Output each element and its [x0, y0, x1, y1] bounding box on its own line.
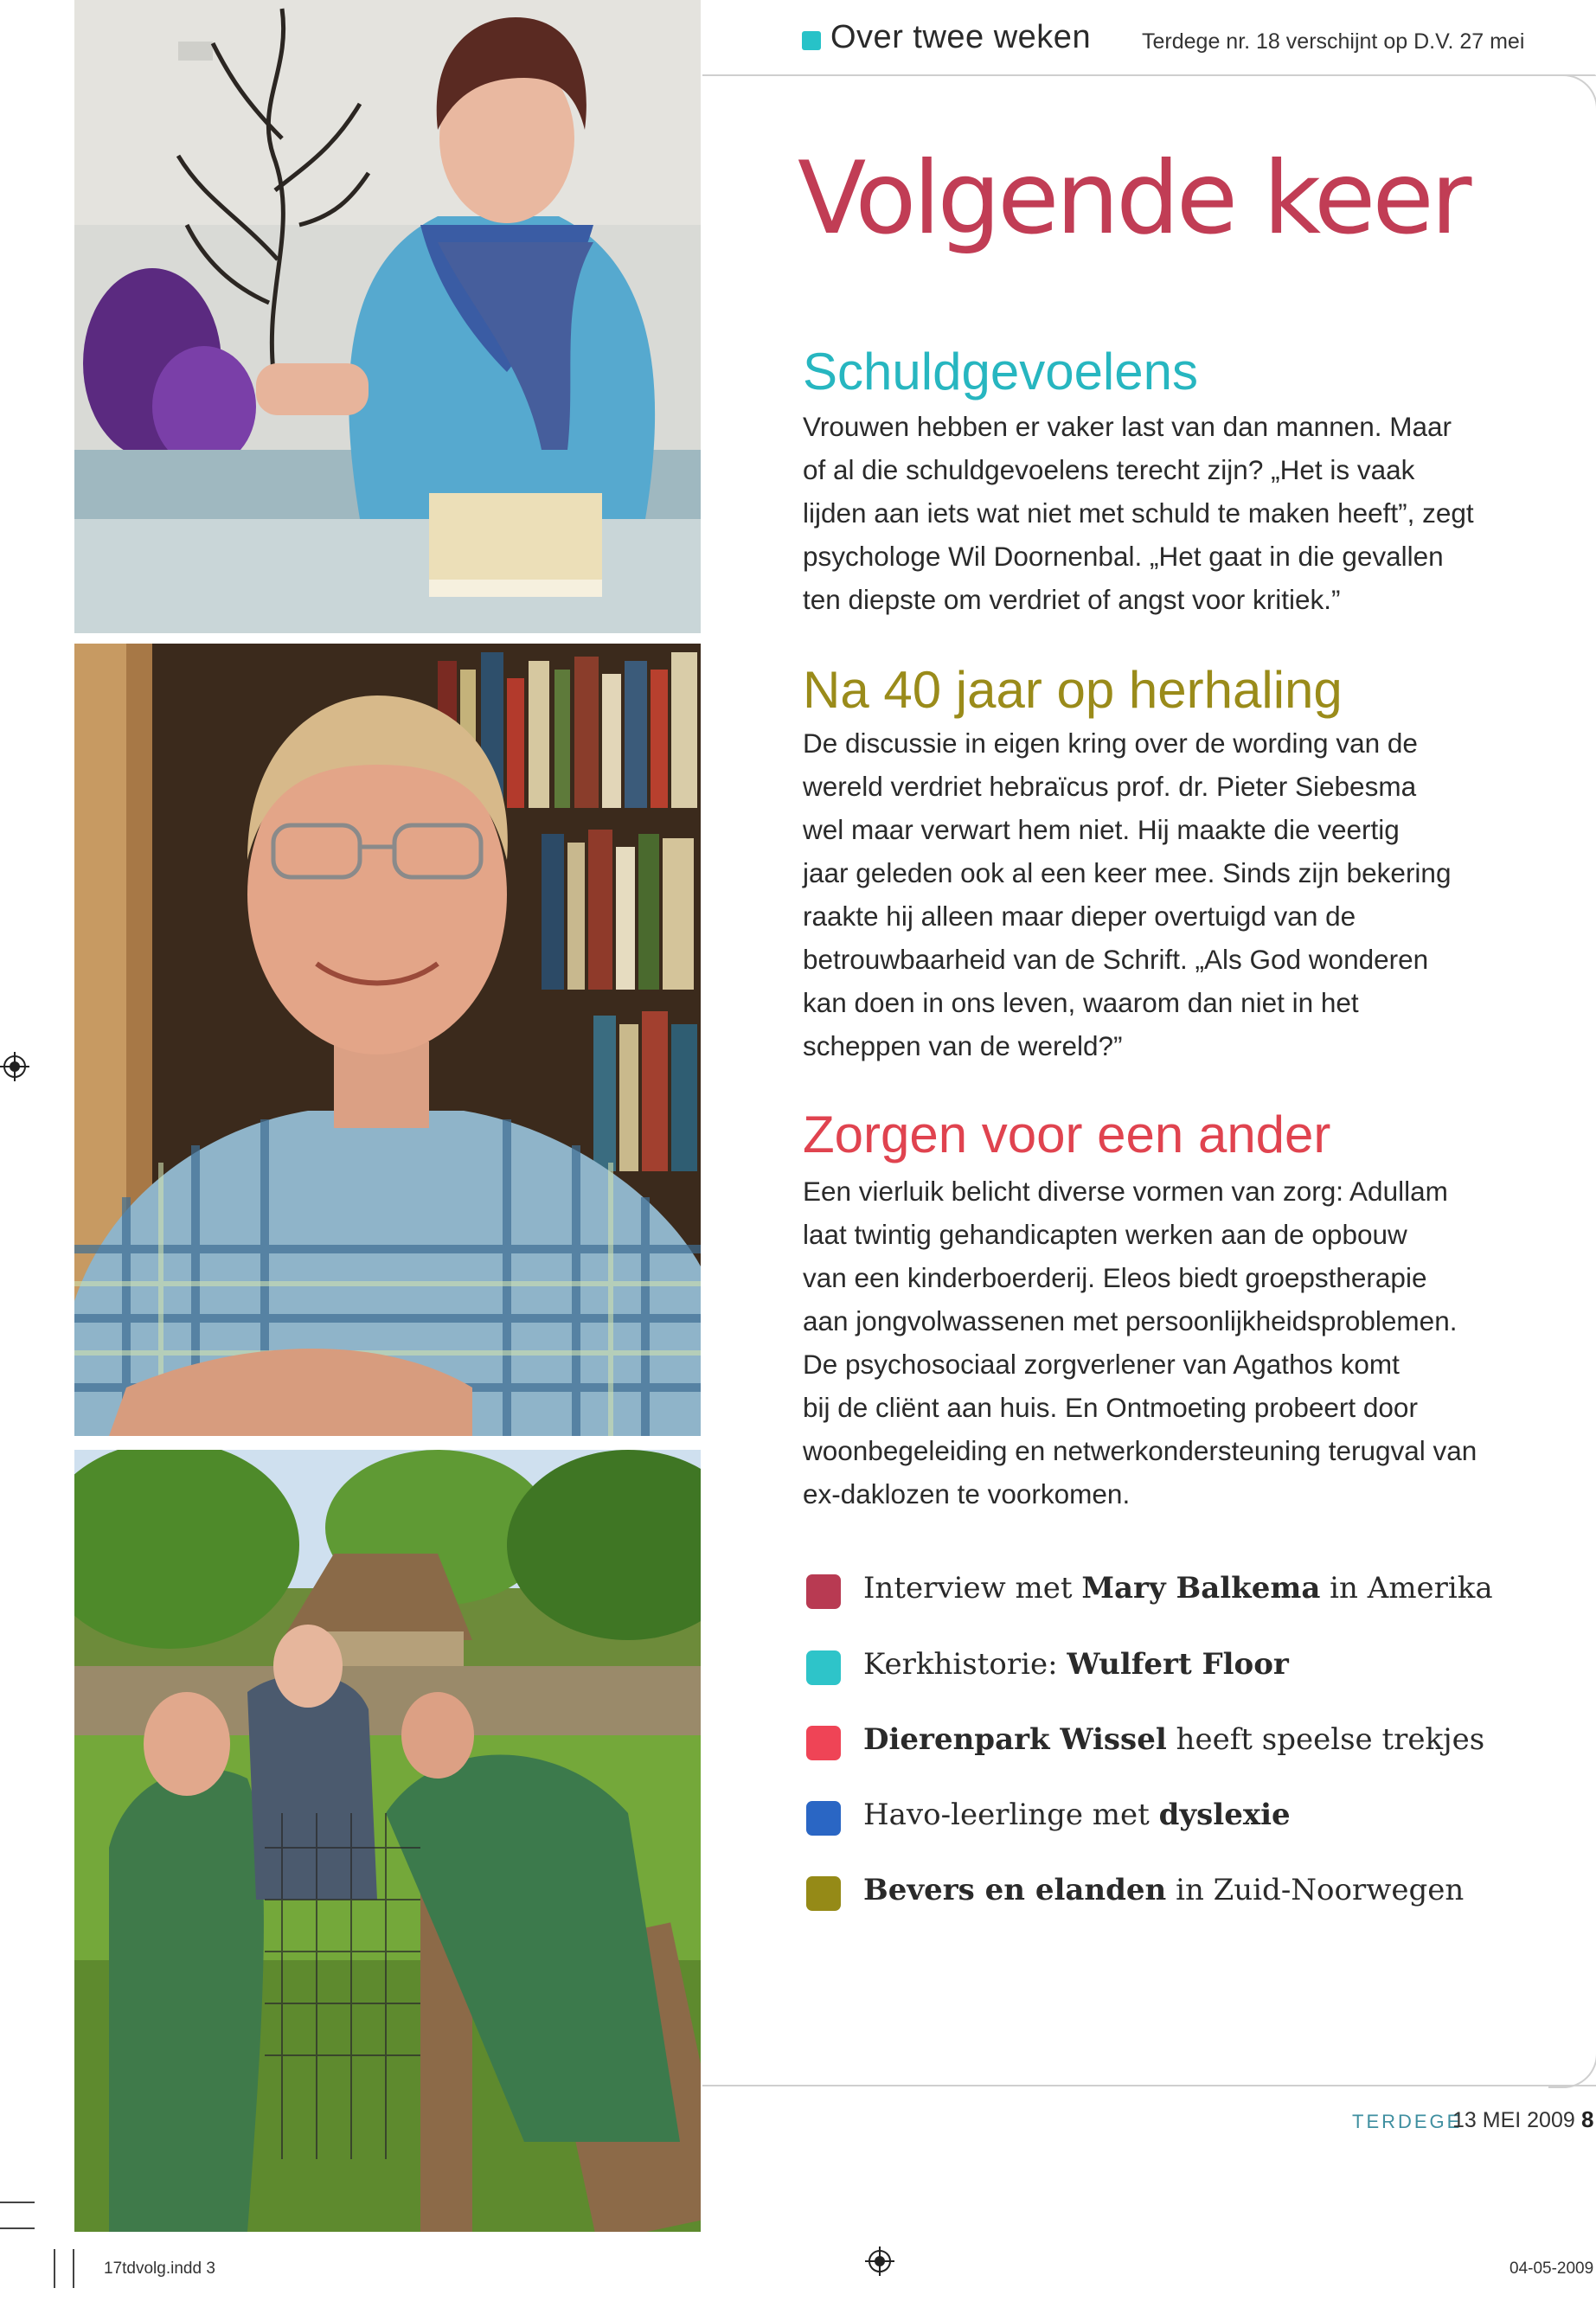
slug-date: 04-05-2009 — [1509, 2259, 1594, 2278]
page-number: 8 — [1581, 2106, 1594, 2132]
header-subtitle: Terdege nr. 18 verschijnt op D.V. 27 mei — [1142, 29, 1525, 54]
registration-mark-icon — [865, 2247, 894, 2276]
header-rule-corner — [1548, 74, 1596, 124]
slug-filename: 17tdvolg.indd 3 — [104, 2259, 215, 2278]
teaser-text: Interview met Mary Balkema in Amerika — [863, 1571, 1493, 1606]
crop-mark — [73, 2249, 74, 2288]
teaser-bullet-square — [806, 1650, 841, 1685]
section-heading-zorgen: Zorgen voor een ander — [803, 1106, 1331, 1163]
photo-farm-workers — [74, 1450, 701, 2232]
footer-date: 13 MEI 2009 — [1452, 2108, 1575, 2132]
teaser-text: Bevers en elanden in Zuid-Noorwegen — [863, 1873, 1465, 1907]
teaser-bullet-square — [806, 1801, 841, 1836]
teaser-text: Havo-leerlinge met dyslexie — [863, 1798, 1291, 1832]
header-bullet-square — [802, 31, 821, 50]
header-title: Over twee weken — [830, 19, 1092, 55]
page-title: Volgende keer — [798, 140, 1469, 257]
section-body-zorgen: Een vierluik belicht diverse vormen van zorg: Adullam laat twintig gehandicapten werken aan de opbouw van een kinderboerderij. Eleos biedt groepstherapie aan jongvolwassenen met persoonlijkheidsproblemen. De psychosociaal zorgverlener van Agathos komt bij de cliënt aan huis. En Ontmoeting probeert door woonbegeleiding en netwerkondersteuning terugval van ex-daklozen te voorkomen. — [803, 1176, 1477, 1509]
teaser-bullet-square — [806, 1726, 841, 1760]
section-heading-schuldgevoelens: Schuldgevoelens — [803, 343, 1199, 401]
crop-mark — [0, 2227, 35, 2229]
photo-man-with-bookshelf — [74, 644, 701, 1436]
teaser-bullet-square — [806, 1574, 841, 1609]
crop-mark — [0, 2202, 35, 2203]
footer-rule — [702, 2085, 1596, 2086]
section-body-schuldgevoelens: Vrouwen hebben er vaker last van dan mannen. Maar of al die schuldgevoelens terecht zijn? „Het is vaak lijden aan iets wat niet met schuld te maken heeft”, zegt psychologe Wil Doornenbal. „Het gaat in die gevallen ten diepste om verdriet of angst voor kritiek.” — [803, 411, 1474, 615]
section-heading-herhaling: Na 40 jaar op herhaling — [803, 661, 1343, 719]
crop-mark — [54, 2249, 55, 2288]
footer-rule-corner — [1548, 2041, 1596, 2088]
photo-woman-at-table — [74, 0, 701, 633]
teaser-text: Dierenpark Wissel heeft speelse trekjes — [863, 1722, 1485, 1757]
teaser-text: Kerkhistorie: Wulfert Floor — [863, 1647, 1289, 1682]
footer-magazine-name: TERDEGE — [1352, 2111, 1463, 2132]
header-rule — [702, 74, 1596, 76]
registration-mark-icon — [0, 1052, 29, 1081]
section-body-herhaling: De discussie in eigen kring over de wording van de wereld verdriet hebraïcus prof. dr. Pieter Siebesma wel maar verwart hem niet. Hij maakte die veertig jaar geleden ook al een keer mee. Sinds zijn bekering raakte hij alleen maar dieper overtuigd van de betrouwbaarheid van de Schrift. „Als God wonderen kan doen in ons leven, waarom dan niet in het scheppen van de wereld?” — [803, 727, 1452, 1061]
teaser-bullet-square — [806, 1876, 841, 1911]
